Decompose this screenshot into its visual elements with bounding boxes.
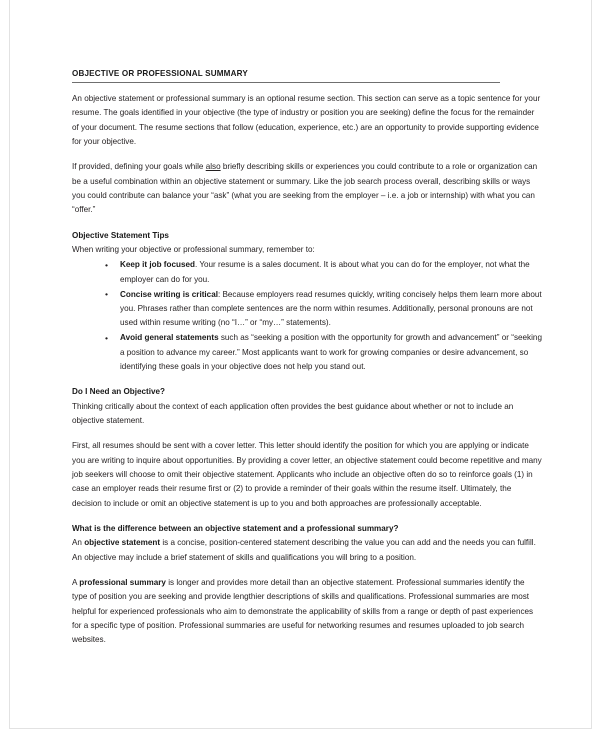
bullet-text: such as “seeking a position with the opportunity for growth and advancement” or “seeking a position to advance my career.” Most applicants want to work for growing companies or desire advancement, so identifying these goals in your objective does not help you stand out.: [120, 333, 542, 371]
summary-paragraph-part1: A: [72, 577, 80, 587]
list-item: [72, 258, 542, 287]
second-paragraph: [72, 160, 542, 217]
summary-paragraph-part2: is longer and provides more detail than an objective statement. Professional summaries identify the type of position you are seeking and provide lengthier descriptions of skills and qualifications. Professional summaries are most helpful for experienced professionals who aim to demonstrate the applicability of skills from a range or depth of past experiences for a specific type of position. Professional summaries are useful for networking resumes and resumes uploaded to job search websites.: [72, 577, 534, 645]
objective-paragraph-part2: is a concise, position-centered statement describing the value you can add and the needs you can fulfill. An objective may include a brief statement of skills and qualifications you will bring to a position.: [72, 538, 536, 562]
second-paragraph-part2: briefly describing skills or experiences you could contribute to a role or organization can be a useful combination within an objective statement or summary. Like the job search process overall, describing skills or ways you could contribute can balance your “ask” (what you are seeking from the employer – i.e. a job or internship) with what you can “offer.”: [72, 162, 538, 215]
need-objective-paragraph-1: Thinking critically about the context of each application often provides the best guidance about whether or not to include an objective statement.: [72, 401, 514, 425]
bullet-lead-in: Concise writing is critical: [120, 289, 218, 299]
second-paragraph-part1: If provided, defining your goals while: [72, 162, 206, 172]
need-objective-paragraph-2: First, all resumes should be sent with a cover letter. This letter should identify the position for which you are applying or indicate you are writing to inquire about opportunities. By providing a cover letter, an objective statement could become repetitive and many job seekers will choose to omit their objective statement. Applicants who include an objective often do so to reinforce goals (1) in case an employer reads their resume first or (2) to provide a reminder of their goals within the resume itself. Ultimately, the decision to include or omit an objective statement is up to you and both approaches are professionally acceptable.: [72, 441, 542, 508]
professional-summary-paragraph: [72, 576, 542, 648]
objective-paragraph-part1: An: [72, 538, 85, 548]
intro-paragraph: An objective statement or professional summary is an optional resume section. This section can serve as a topic sentence for your resume. The goals identified in your objective (the type of industry or position you are seeking) define the focus for the remainder of your document. The resume sections that follow (education, experience, etc.) are an opportunity to provide supporting evidence for your objective.: [72, 94, 541, 147]
document-page: [9, 0, 592, 729]
list-item: [72, 331, 542, 374]
need-objective-heading: Do I Need an Objective?: [72, 387, 166, 397]
list-item: [72, 288, 542, 331]
bullet-text: : Because employers read resumes quickly, writing concisely helps them learn more about you. Phrases rather than complete sentences are the norm within resumes. Additionally, personal pronouns are not used within resume writing (no “I…” or “my…” statements).: [120, 289, 542, 328]
tips-lead-in: When writing your objective or professional summary, remember to:: [72, 245, 315, 255]
heading-divider: [72, 82, 500, 83]
professional-summary-term: professional summary: [79, 577, 166, 587]
document-body: [72, 68, 542, 659]
bullet-lead-in: Keep it job focused: [120, 260, 195, 270]
difference-heading: What is the difference between an objective statement and a professional summary?: [72, 523, 399, 533]
tips-heading: Objective Statement Tips: [72, 230, 169, 240]
bullet-lead-in: Avoid general statements: [120, 333, 219, 343]
objective-statement-paragraph: [72, 536, 542, 565]
objective-statement-term: objective statement: [84, 538, 161, 548]
second-paragraph-underlined-word: also: [205, 162, 221, 172]
page-title: OBJECTIVE OR PROFESSIONAL SUMMARY: [72, 69, 248, 78]
bullet-text: . Your resume is a sales document. It is about what you can do for the employer, not what the employer can do for you.: [120, 260, 530, 284]
tips-bullet-list: [72, 258, 542, 374]
